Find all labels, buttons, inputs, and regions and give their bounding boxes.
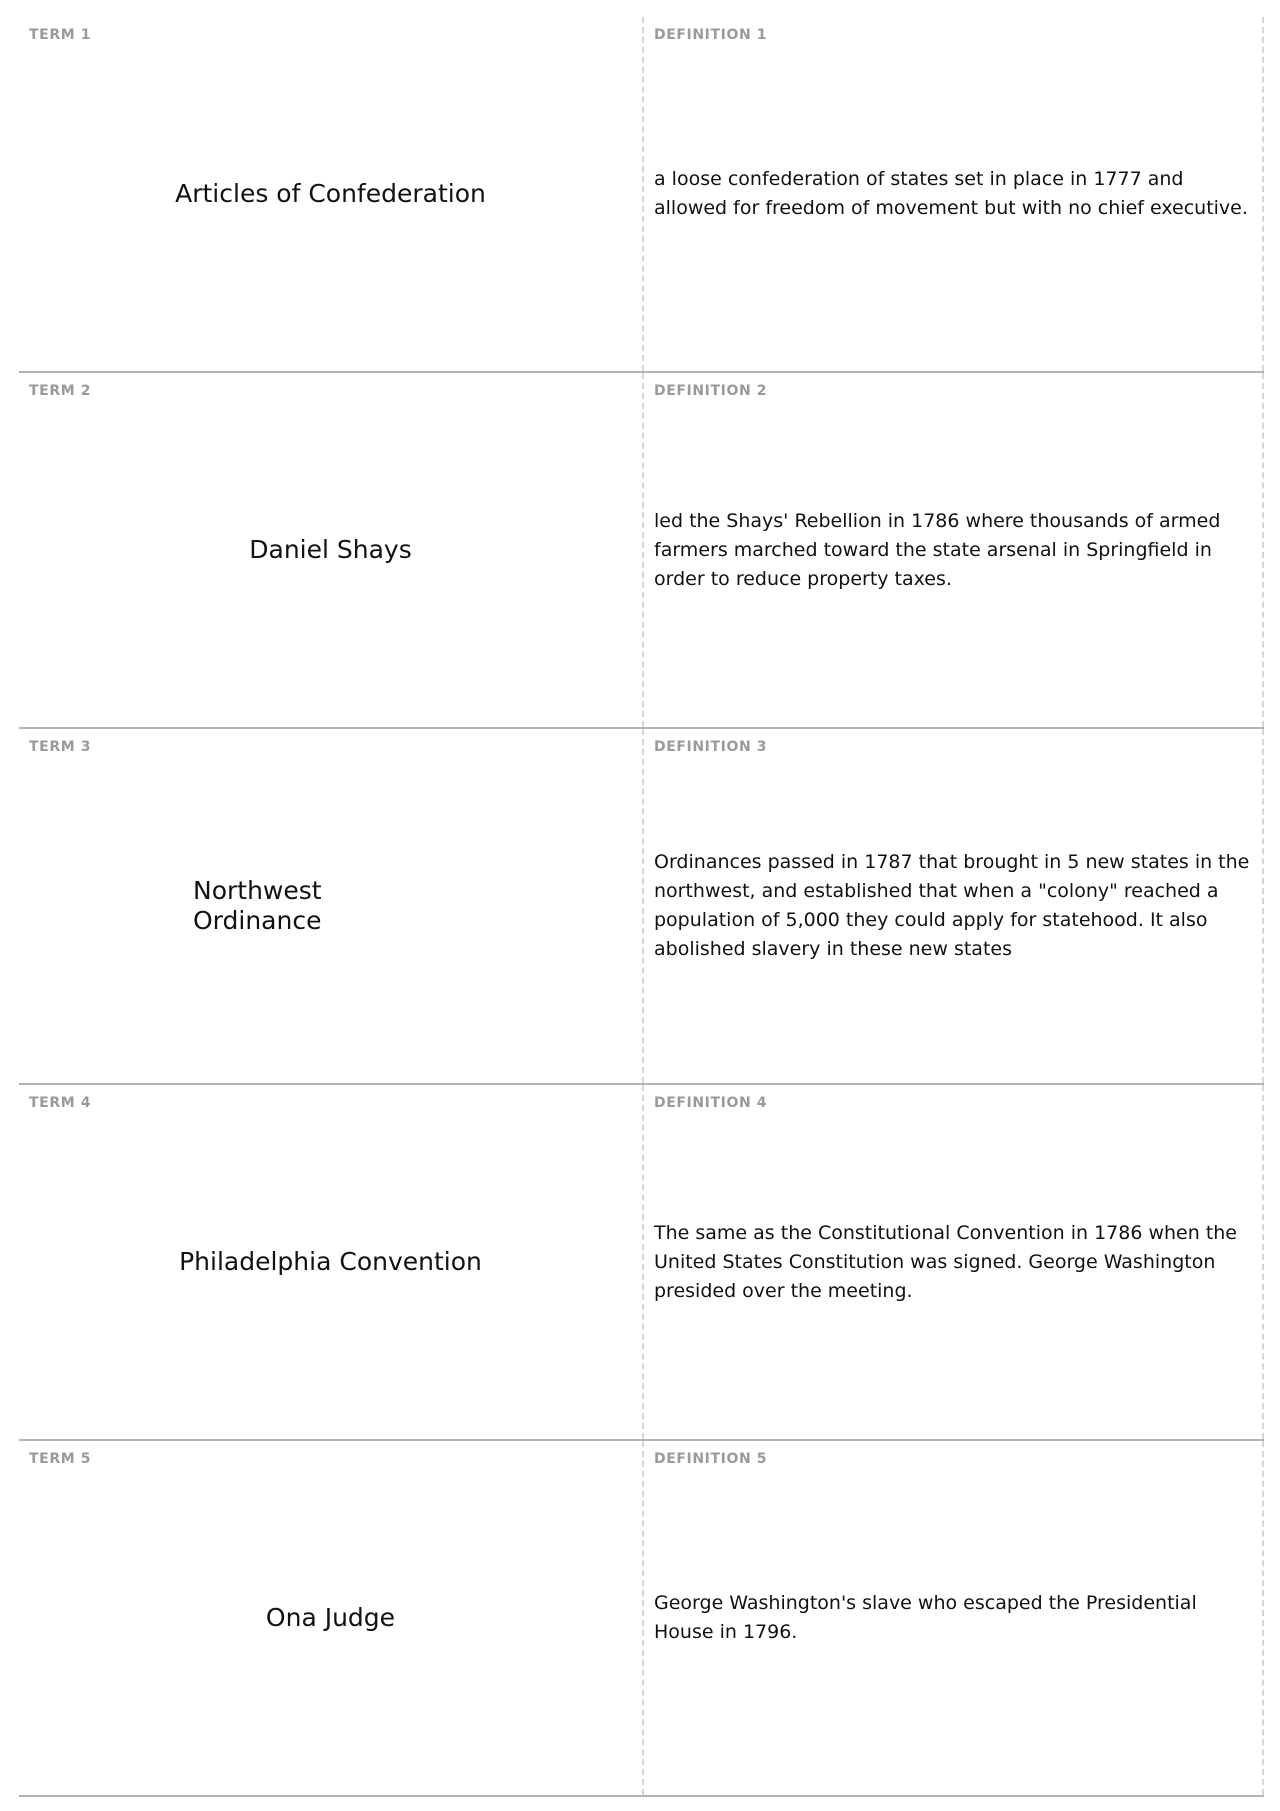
term-text: Articles of Confederation: [175, 179, 486, 208]
definition-label: DEFINITION 2: [654, 383, 768, 399]
term-text: Philadelphia Convention: [179, 1247, 482, 1276]
term-text: Northwest Ordinance: [193, 876, 322, 935]
definition-label: DEFINITION 3: [654, 739, 768, 755]
flashcard-row: [19, 1441, 1264, 1797]
term-text: Daniel Shays: [249, 535, 412, 564]
definition-cell: [642, 1441, 1264, 1795]
term-cell: [19, 373, 642, 727]
term-cell: [19, 729, 642, 1083]
term-label: TERM 1: [29, 27, 92, 43]
flashcard-row: [19, 1085, 1264, 1441]
term-label: TERM 2: [29, 383, 92, 399]
flashcard-row: [19, 373, 1264, 729]
term-cell: [19, 1441, 642, 1795]
definition-cell: [642, 373, 1264, 727]
definition-cell: [642, 729, 1264, 1083]
definition-cell: [642, 17, 1264, 371]
flashcard-row: [19, 729, 1264, 1085]
definition-text: a loose confederation of states set in place in 1777 and allowed for freedom of movement but with no chief executive.: [654, 168, 1248, 219]
definition-text: The same as the Constitutional Convention in 1786 when the United States Constitution was signed. George Washington presided over the meeting.: [654, 1221, 1237, 1302]
definition-text: George Washington's slave who escaped the Presidential House in 1796.: [654, 1592, 1197, 1643]
definition-label: DEFINITION 5: [654, 1451, 768, 1467]
definition-text: Ordinances passed in 1787 that brought in 5 new states in the northwest, and established that when a "colony" reached a population of 5,000 they could apply for statehood. It also abolished slavery in these new states: [654, 851, 1250, 960]
term-label: TERM 4: [29, 1095, 92, 1111]
flashcard-row: [19, 17, 1264, 373]
term-label: TERM 3: [29, 739, 92, 755]
term-cell: [19, 17, 642, 371]
definition-cell: [642, 1085, 1264, 1439]
definition-label: DEFINITION 1: [654, 27, 768, 43]
term-text: Ona Judge: [265, 1603, 396, 1632]
flashcard-sheet: [19, 17, 1264, 1797]
definition-label: DEFINITION 4: [654, 1095, 768, 1111]
term-label: TERM 5: [29, 1451, 92, 1467]
definition-text: led the Shays' Rebellion in 1786 where thousands of armed farmers marched toward the state arsenal in Springfield in order to reduce property taxes.: [654, 509, 1221, 590]
term-cell: [19, 1085, 642, 1439]
